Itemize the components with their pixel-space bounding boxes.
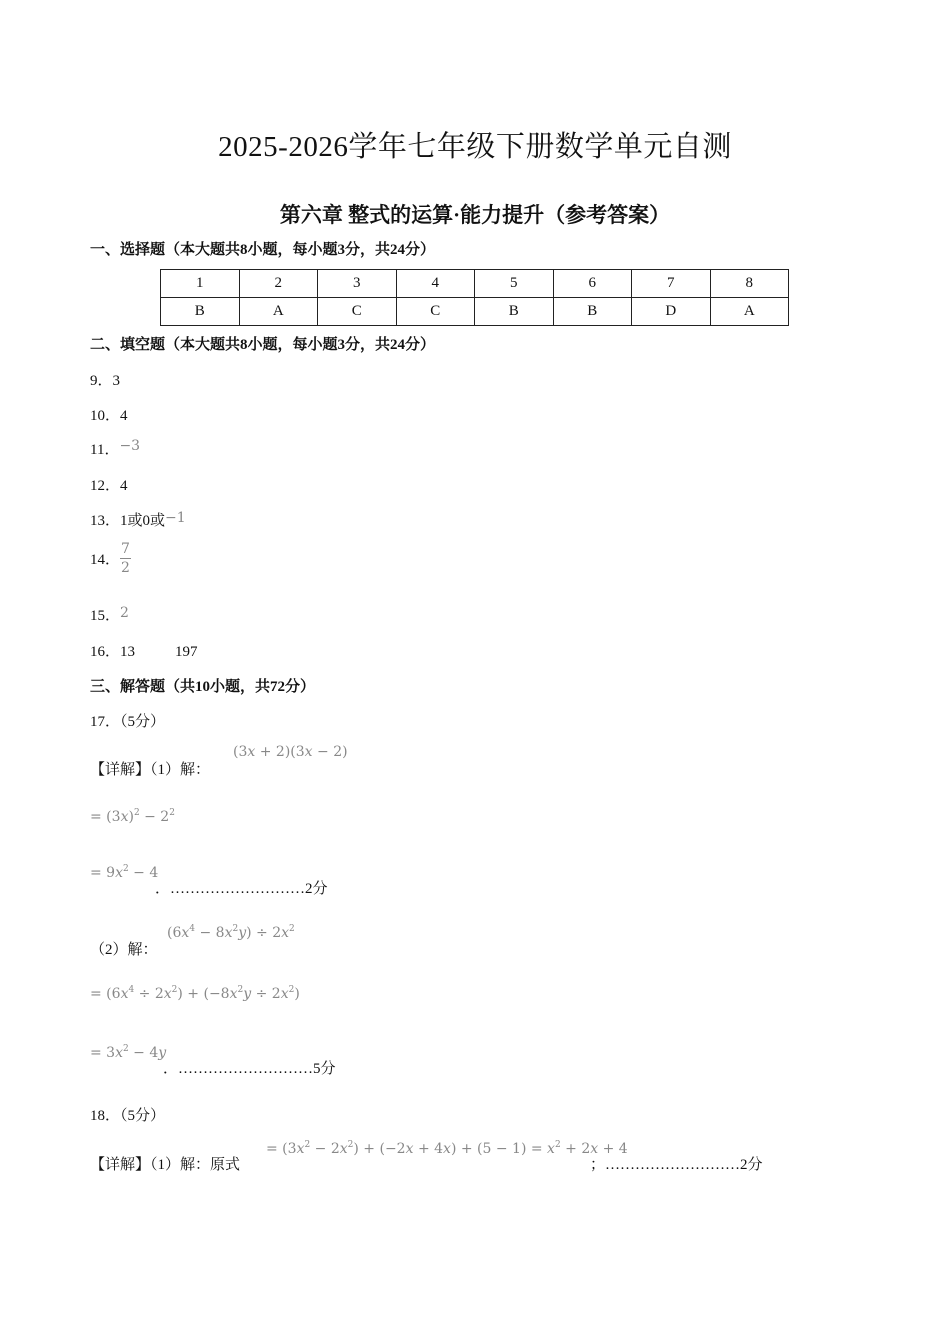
q18-expression: = $(3x^2 - 2x^2) + (-2x + 4x) + (5 - 1) = x^2 + 2x + 4$ <box>266 1140 628 1157</box>
answer-q11 <box>90 438 140 459</box>
answer-q16 <box>90 640 198 661</box>
table-cell: A <box>239 298 318 326</box>
q17-step-1: = $(3x)^2 - 2^2$ <box>90 808 175 825</box>
answer-q14 <box>90 540 131 577</box>
answer-value: 2 <box>120 605 129 621</box>
answer-q15 <box>90 604 129 625</box>
fraction <box>120 540 131 577</box>
answer-value: 1或0或 <box>120 513 166 529</box>
table-cell: 8 <box>710 270 789 298</box>
table-cell: B <box>161 298 240 326</box>
question-18-label: 18．（5分） <box>90 1108 166 1124</box>
q17-score-2: ．………………………5分 <box>163 1061 336 1077</box>
table-cell: 1 <box>161 270 240 298</box>
table-cell: C <box>318 298 397 326</box>
answer-q10 <box>90 404 128 425</box>
table-cell: D <box>632 298 711 326</box>
question-label: 13． <box>90 513 121 529</box>
q17-step-3: = $(6x^4 \div 2x^2) + (-8x^2y \div 2x^2)$ <box>90 985 300 1002</box>
q17-step-2: = $9x^2 - 4$ <box>90 864 159 881</box>
table-row-answers <box>161 298 789 326</box>
question-17-label: 17．（5分） <box>90 714 166 730</box>
q17-step-4: = $3x^2 - 4y$ <box>90 1044 167 1061</box>
question-label: 15． <box>90 608 121 624</box>
q17-expression-1: (3x + 2)(3x − 2) <box>233 744 348 760</box>
answer-value: 3 <box>112 373 121 389</box>
answer-value-1: 13 <box>120 644 136 660</box>
section-1-heading: 一、选择题（本大题共8小题，每小题3分，共24分） <box>90 242 436 258</box>
numerator: 7 <box>121 541 130 557</box>
q17-detail-label: 【详解】（1）解： <box>90 762 211 778</box>
answer-value: 4 <box>120 408 128 424</box>
question-label: 10． <box>90 408 121 424</box>
answer-value: 4 <box>120 478 128 494</box>
table-cell: A <box>710 298 789 326</box>
q17-expression-2: $(6x^4 - 8x^2y) \div 2x^2$ <box>167 924 295 941</box>
page-title: 2025-2026学年七年级下册数学单元自测 <box>218 131 732 163</box>
question-label: 9． <box>90 373 113 389</box>
question-label: 16． <box>90 644 121 660</box>
question-label: 12． <box>90 478 121 494</box>
q18-score-1: ；………………………2分 <box>590 1157 763 1173</box>
answer-value: −3 <box>119 438 141 454</box>
answer-q13 <box>90 509 186 530</box>
answer-q12 <box>90 474 128 495</box>
table-cell: 6 <box>553 270 632 298</box>
table-cell: B <box>553 298 632 326</box>
table-cell: C <box>396 298 475 326</box>
table-cell: B <box>475 298 554 326</box>
question-label: 14． <box>90 552 121 568</box>
denominator: 2 <box>121 560 130 576</box>
table-cell: 2 <box>239 270 318 298</box>
section-2-heading: 二、填空题（本大题共8小题，每小题3分，共24分） <box>90 337 436 353</box>
q18-detail-label: 【详解】（1）解：原式 <box>90 1157 241 1173</box>
answer-q9 <box>90 369 120 390</box>
table-cell: 4 <box>396 270 475 298</box>
table-cell: 5 <box>475 270 554 298</box>
chapter-subtitle: 第六章 整式的运算·能力提升（参考答案） <box>279 203 671 227</box>
choice-answer-table <box>160 269 789 326</box>
q17-score-1: ．………………………2分 <box>155 881 328 897</box>
section-3-heading: 三、解答题（共10小题，共72分） <box>90 679 316 695</box>
answer-value-math: −1 <box>165 510 186 526</box>
table-row-numbers <box>161 270 789 298</box>
question-label: 11． <box>90 442 120 458</box>
answer-value-2: 197 <box>175 644 198 660</box>
table-cell: 7 <box>632 270 711 298</box>
q17-part2-label: （2）解： <box>90 942 158 958</box>
table-cell: 3 <box>318 270 397 298</box>
